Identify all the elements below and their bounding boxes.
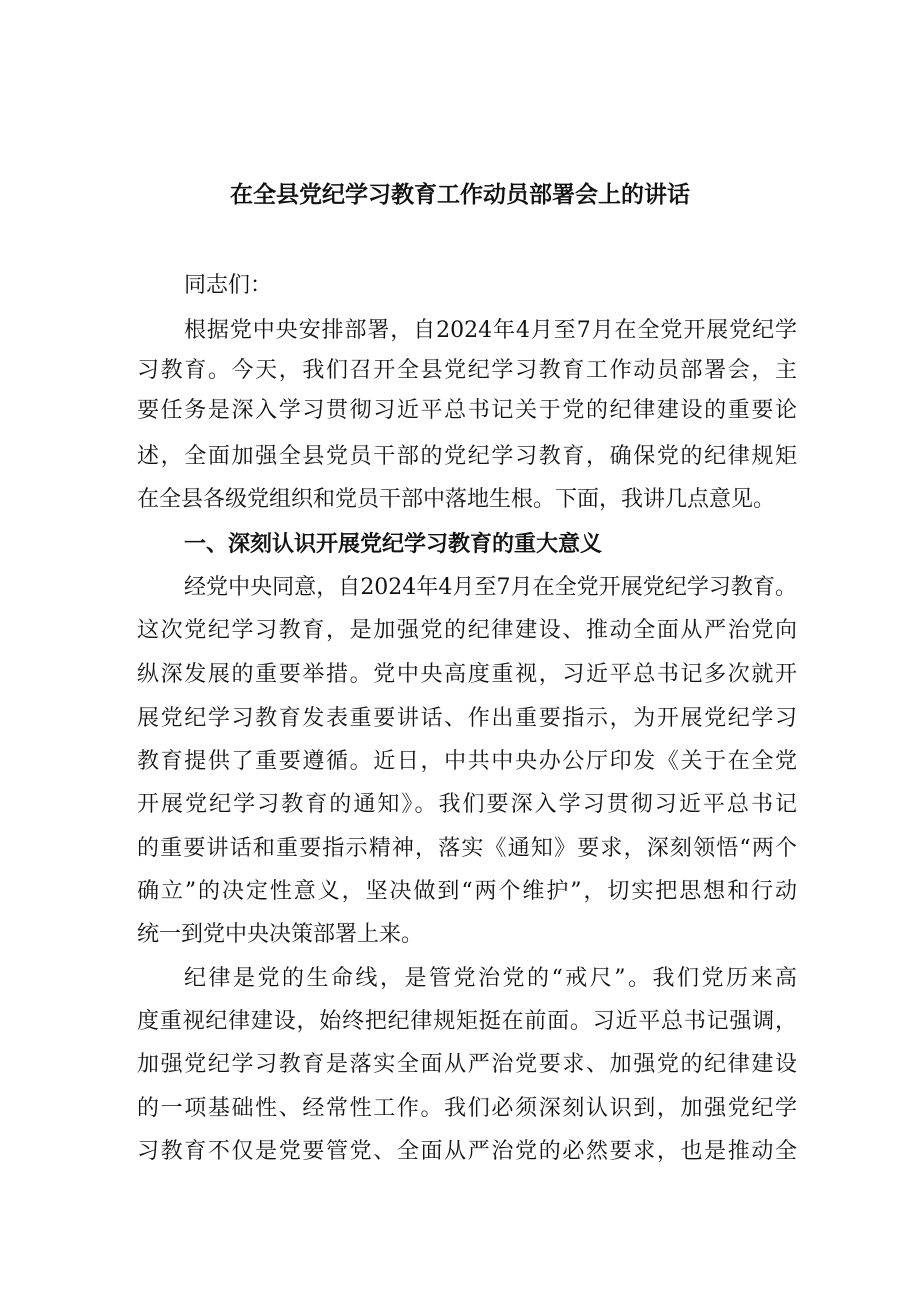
section-heading: 一、深刻认识开展党纪学习教育的重大意义 bbox=[184, 532, 603, 557]
document-title: 在全县党纪学习教育工作动员部署会上的讲话 bbox=[230, 182, 690, 208]
text-line: 教育提供了重要遵循。近日，中共中央办公厅印发《关于在全党 bbox=[137, 749, 797, 774]
text-line: 经党中央同意，自2024年4月至7月在全党开展党纪学习教育。 bbox=[184, 575, 797, 600]
text-line: 在全县各级党组织和党员干部中落地生根。下面，我讲几点意见。 bbox=[137, 487, 776, 512]
text-line: 纵深发展的重要举措。党中央高度重视，习近平总书记多次就开 bbox=[137, 662, 797, 687]
text-line: 要任务是深入学习贯彻习近平总书记关于党的纪律建设的重要论 bbox=[137, 398, 797, 423]
text-line: 习教育不仅是党要管党、全面从严治党的必然要求，也是推动全 bbox=[137, 1139, 797, 1164]
text-line: 的重要讲话和重要指示精神，落实《通知》要求，深刻领悟“两个 bbox=[137, 836, 797, 861]
text-line: 的一项基础性、经常性工作。我们必须深刻认识到，加强党纪学 bbox=[137, 1096, 797, 1121]
text-line: 确立”的决定性意义，坚决做到“两个维护”，切实把思想和行动 bbox=[137, 879, 797, 904]
text-line: 展党纪学习教育发表重要讲话、作出重要指示，为开展党纪学习 bbox=[137, 706, 797, 731]
text-line: 根据党中央安排部署，自2024年4月至7月在全党开展党纪学 bbox=[184, 318, 797, 343]
text-line: 习教育。今天，我们召开全县党纪学习教育工作动员部署会，主 bbox=[137, 358, 797, 383]
text-line: 统一到党中央决策部署上来。 bbox=[137, 922, 424, 947]
text-line: 加强党纪学习教育是落实全面从严治党要求、加强党的纪律建设 bbox=[137, 1052, 797, 1077]
text-line: 述，全面加强全县党员干部的党纪学习教育，确保党的纪律规矩 bbox=[137, 444, 797, 469]
text-line: 纪律是党的生命线，是管党治党的“戒尺”。我们党历来高 bbox=[184, 966, 797, 991]
text-line: 开展党纪学习教育的通知》。我们要深入学习贯彻习近平总书记 bbox=[137, 792, 797, 817]
salutation: 同志们： bbox=[184, 273, 273, 298]
text-line: 度重视纪律建设，始终把纪律规矩挺在前面。习近平总书记强调， bbox=[137, 1009, 797, 1034]
text-line: 这次党纪学习教育，是加强党的纪律建设、推动全面从严治党向 bbox=[137, 618, 797, 643]
